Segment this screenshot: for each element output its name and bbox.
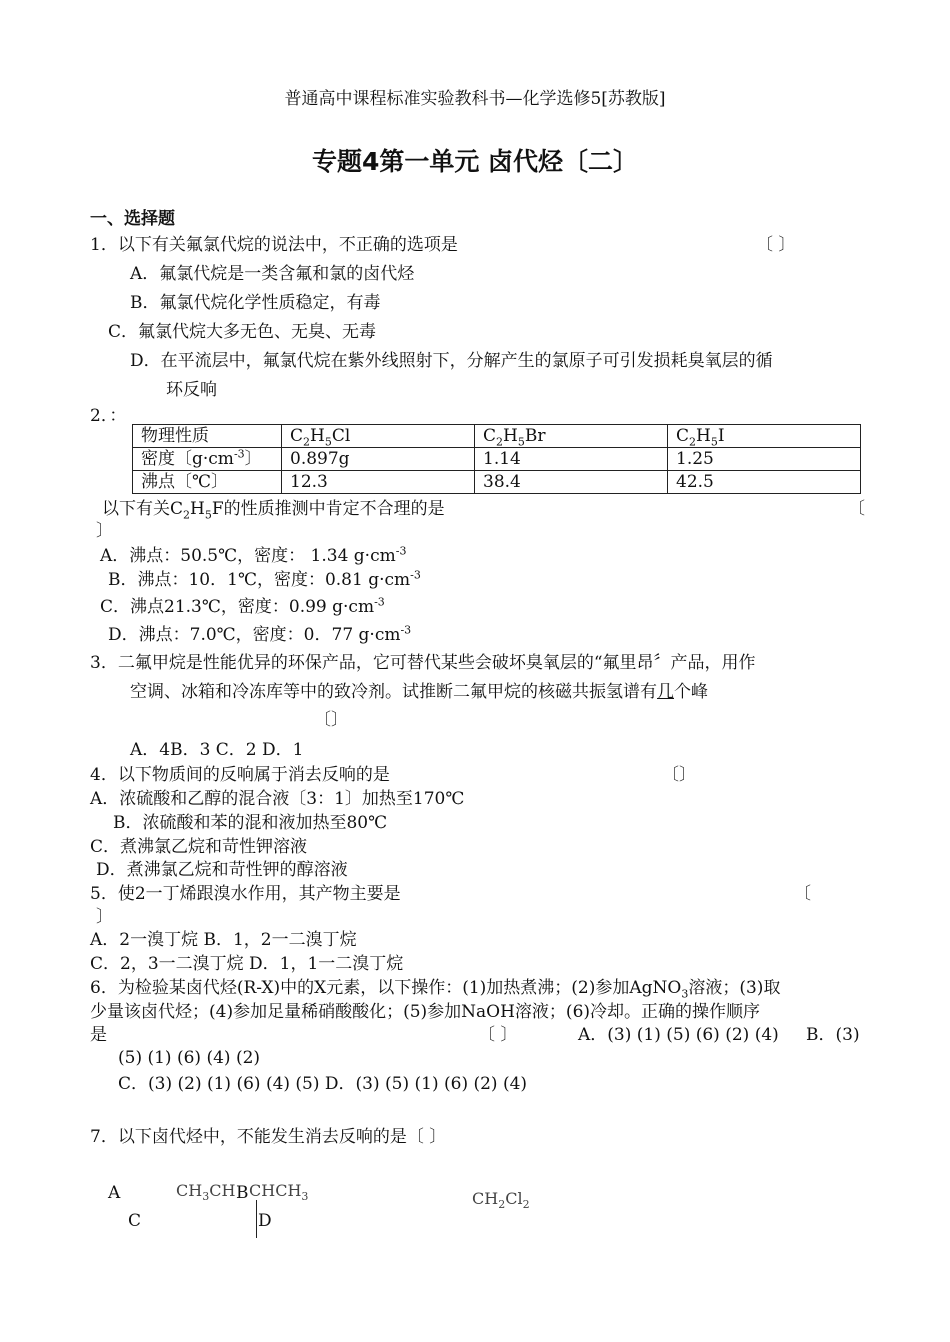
table-cell: 1.25	[668, 448, 861, 471]
q1-bracket: 〔 〕	[756, 235, 796, 255]
page-subtitle: 普通高中课程标准实验教科书—化学选修5[苏教版]	[284, 89, 666, 109]
q7-option-b-formula: $CH_3CH$	[176, 1181, 236, 1204]
q4-option-d: D．煮沸氯乙烷和苛性钾的醇溶液	[96, 860, 348, 880]
q3-line2: 空调、冰箱和冷冻库等中的致冷剂。试推断二氟甲烷的核磁共振氢谱有几个峰	[130, 682, 708, 702]
table-cell: 42.5	[668, 471, 861, 494]
q5-bracket-open: 〔	[794, 884, 811, 904]
q4-option-a: A．浓硫酸和乙醇的混合液〔3：1〕加热至170℃	[90, 789, 465, 809]
table-cell: 38.4	[475, 471, 668, 494]
q7-option-b-label: B	[236, 1183, 249, 1203]
q6-line3: 是	[90, 1025, 107, 1045]
q3-options: A．4B．3 C．2 D．1	[130, 740, 304, 760]
q5-stem: 5．使2一丁烯跟溴水作用，其产物主要是	[90, 884, 401, 904]
bond-line	[256, 1200, 257, 1238]
table-cell: $C_2H_5I$	[668, 425, 861, 448]
table-cell: 1.14	[475, 448, 668, 471]
q6-option-b: B．(3)	[806, 1025, 860, 1045]
q1-option-a: A．氟氯代烷是一类含氟和氯的卤代烃	[130, 264, 415, 284]
q1-option-d: D．在平流层中，氟氯代烷在紫外线照射下，分解产生的氯原子可引发损耗臭氧层的循	[130, 351, 773, 371]
table-cell: 物理性质	[133, 425, 282, 448]
q4-stem: 4．以下物质间的反响属于消去反响的是	[90, 765, 390, 785]
q4-option-b: B．浓硫酸和苯的混和液加热至80℃	[113, 813, 388, 833]
q1-option-d-cont: 环反响	[166, 380, 217, 400]
q3-line1: 3．二氟甲烷是性能优异的环保产品，它可替代某些会破坏臭氧层的“氟里昂〞产品，用作	[90, 653, 756, 673]
q6-line2: 少量该卤代烃；(4)参加足量稀硝酸酸化；(5)参加NaOH溶液；(6)冷却。正确的操作顺序	[90, 1002, 761, 1022]
table-cell: 0.897g	[282, 448, 475, 471]
q5-options-cd: C．2，3一二溴丁烷 D．1，1一二溴丁烷	[90, 954, 404, 974]
q2-option-a: A．沸点：50.5℃，密度： 1.34 $g\cdot cm^{-3}$	[100, 544, 407, 566]
q2-stem: 2．：	[90, 406, 127, 426]
property-table	[132, 424, 861, 494]
q2-bracket-open: 〔	[848, 499, 865, 519]
q2-bracket-close: 〕	[96, 521, 113, 541]
q7-option-a-label: A	[108, 1183, 121, 1203]
q7-option-c-label: C	[128, 1211, 142, 1231]
q2-ask: 以下有关$C_2H_5F$的性质推测中肯定不合理的是	[102, 499, 445, 522]
q6-options-cd: C．(3) (2) (1) (6) (4) (5) D．(3) (5) (1) (6) (2) (4)	[118, 1074, 528, 1094]
q7-option-d-formula: $CH_2Cl_2$	[472, 1189, 530, 1212]
q2-option-c: C．沸点21.3℃，密度：0.99 $g\cdot cm^{-3}$	[100, 595, 385, 617]
q7-option-b-formula-tail: $CHCH_3$	[249, 1181, 309, 1204]
q6-bracket: 〔 〕	[478, 1025, 518, 1045]
q6-option-b-cont: (5) (1) (6) (4) (2)	[118, 1048, 261, 1068]
q1-option-c: C．氟氯代烷大多无色、无臭、无毒	[108, 322, 377, 342]
q4-bracket: 〔〕	[662, 765, 696, 785]
q2-option-d: D．沸点：7.0℃，密度：0．77 $g\cdot cm^{-3}$	[108, 623, 412, 645]
table-row	[133, 425, 861, 448]
table-cell: $C_2H_5Br$	[475, 425, 668, 448]
q4-option-c: C．煮沸氯乙烷和苛性钾溶液	[90, 837, 308, 857]
q5-options-ab: A．2一溴丁烷 B．1，2一二溴丁烷	[90, 930, 357, 950]
table-row	[133, 471, 861, 494]
page-title: 专题4第一单元 卤代烃〔二〕	[311, 147, 639, 176]
q1-stem: 1．以下有关氟氯代烷的说法中，不正确的选项是	[90, 235, 458, 255]
section-label: 一、选择题	[90, 209, 175, 229]
q7-stem: 7．以下卤代烃中，不能发生消去反响的是〔 〕	[90, 1127, 447, 1147]
table-cell: 密度〔$g\cdot cm^{-3}$〕	[133, 448, 282, 471]
q6-option-a: A．(3) (1) (5) (6) (2) (4)	[578, 1025, 779, 1045]
q1-option-b: B．氟氯代烷化学性质稳定，有毒	[130, 293, 381, 313]
table-row	[133, 448, 861, 471]
table-cell: 12.3	[282, 471, 475, 494]
q5-bracket-close: 〕	[96, 907, 113, 927]
table-cell: 沸点〔℃〕	[133, 471, 282, 494]
q7-option-d-label: D	[258, 1211, 272, 1231]
q2-option-b: B．沸点：10．1℃，密度：0.81 $g\cdot cm^{-3}$	[108, 568, 421, 590]
q6-line1: 6．为检验某卤代烃(R-X)中的X元素，以下操作：(1)加热煮沸；(2)参加AgNO$_3$溶液；(3)取	[90, 978, 781, 1001]
table-cell: $C_2H_5Cl$	[282, 425, 475, 448]
q3-bracket: 〔〕	[314, 710, 348, 730]
